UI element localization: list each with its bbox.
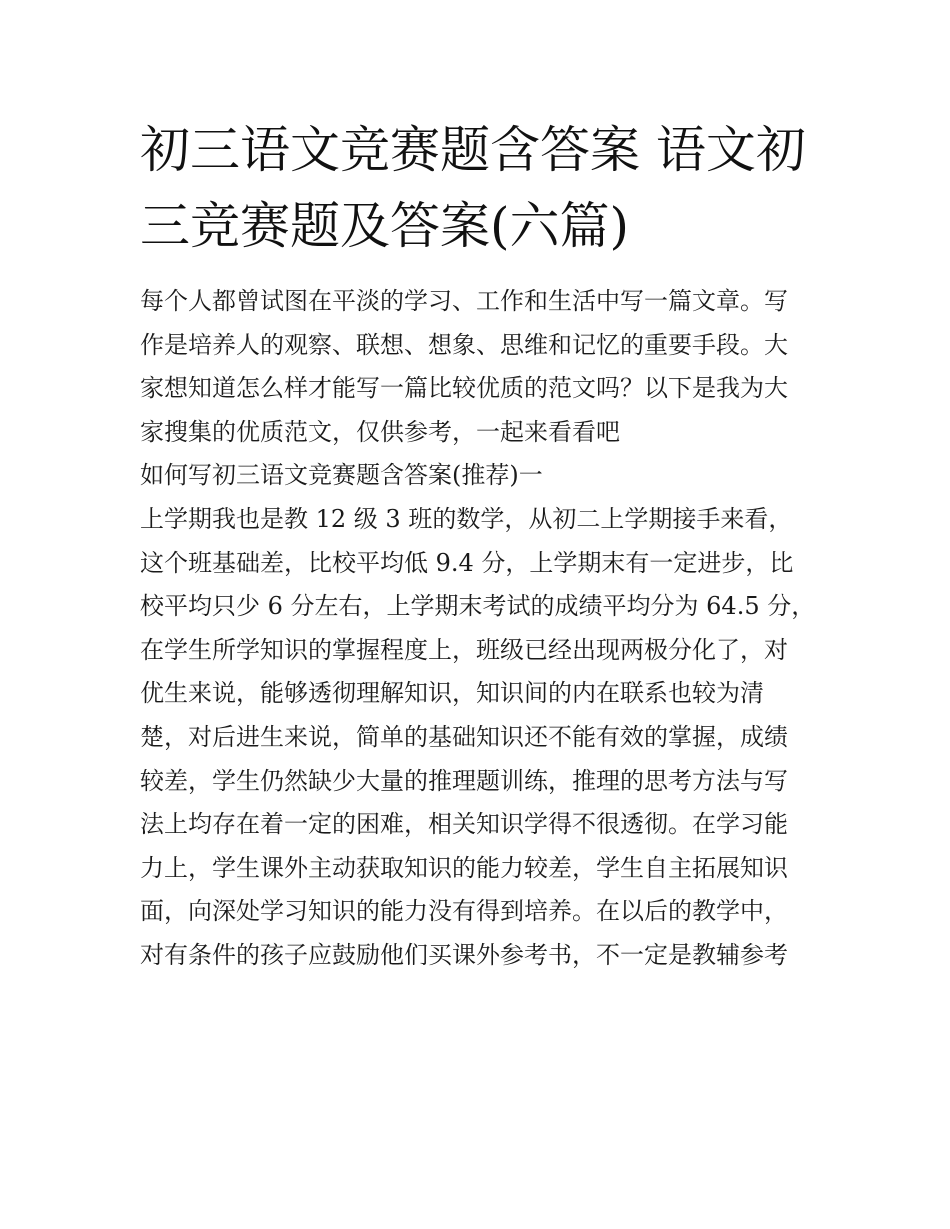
body-line: 家想知道怎么样才能写一篇比较优质的范文吗？以下是我为大 xyxy=(140,374,788,403)
body-line: 楚，对后进生来说，简单的基础知识还不能有效的掌握，成绩 xyxy=(140,722,788,751)
body-line: 家搜集的优质范文，仅供参考，一起来看看吧 xyxy=(140,417,620,446)
body-line: 上学期我也是教 12 级 3 班的数学，从初二上学期接手来看， xyxy=(140,504,793,533)
title-line: 初三语文竞赛题含答案 语文初 xyxy=(140,121,806,179)
body-line: 力上，学生课外主动获取知识的能力较差，学生自主拓展知识 xyxy=(140,853,788,882)
body-line: 面，向深处学习知识的能力没有得到培养。在以后的教学中， xyxy=(140,897,788,926)
body-line: 每个人都曾试图在平淡的学习、工作和生活中写一篇文章。写 xyxy=(140,287,788,315)
section-heading: 如何写初三语文竞赛题含答案(推荐)一 xyxy=(140,461,543,490)
body-line: 对有条件的孩子应鼓励他们买课外参考书，不一定是教辅参考 xyxy=(140,940,788,969)
body-line: 这个班基础差，比校平均低 9.4 分，上学期末有一定进步，比 xyxy=(140,548,794,577)
body-line: 在学生所学知识的掌握程度上，班级已经出现两极分化了，对 xyxy=(140,635,788,664)
body-line: 作是培养人的观察、联想、想象、思维和记忆的重要手段。大 xyxy=(140,330,788,359)
body-line: 优生来说，能够透彻理解知识，知识间的内在联系也较为清 xyxy=(140,679,764,708)
document-title xyxy=(140,112,820,264)
body-line: 校平均只少 6 分左右，上学期末考试的成绩平均分为 64.5 分， xyxy=(140,592,816,621)
body-line: 较差，学生仍然缺少大量的推理题训练，推理的思考方法与写 xyxy=(140,766,788,795)
title-line: 三竞赛题及答案(六篇) xyxy=(140,197,630,255)
document-body xyxy=(140,280,830,978)
body-line: 法上均存在着一定的困难，相关知识学得不很透彻。在学习能 xyxy=(140,810,788,839)
